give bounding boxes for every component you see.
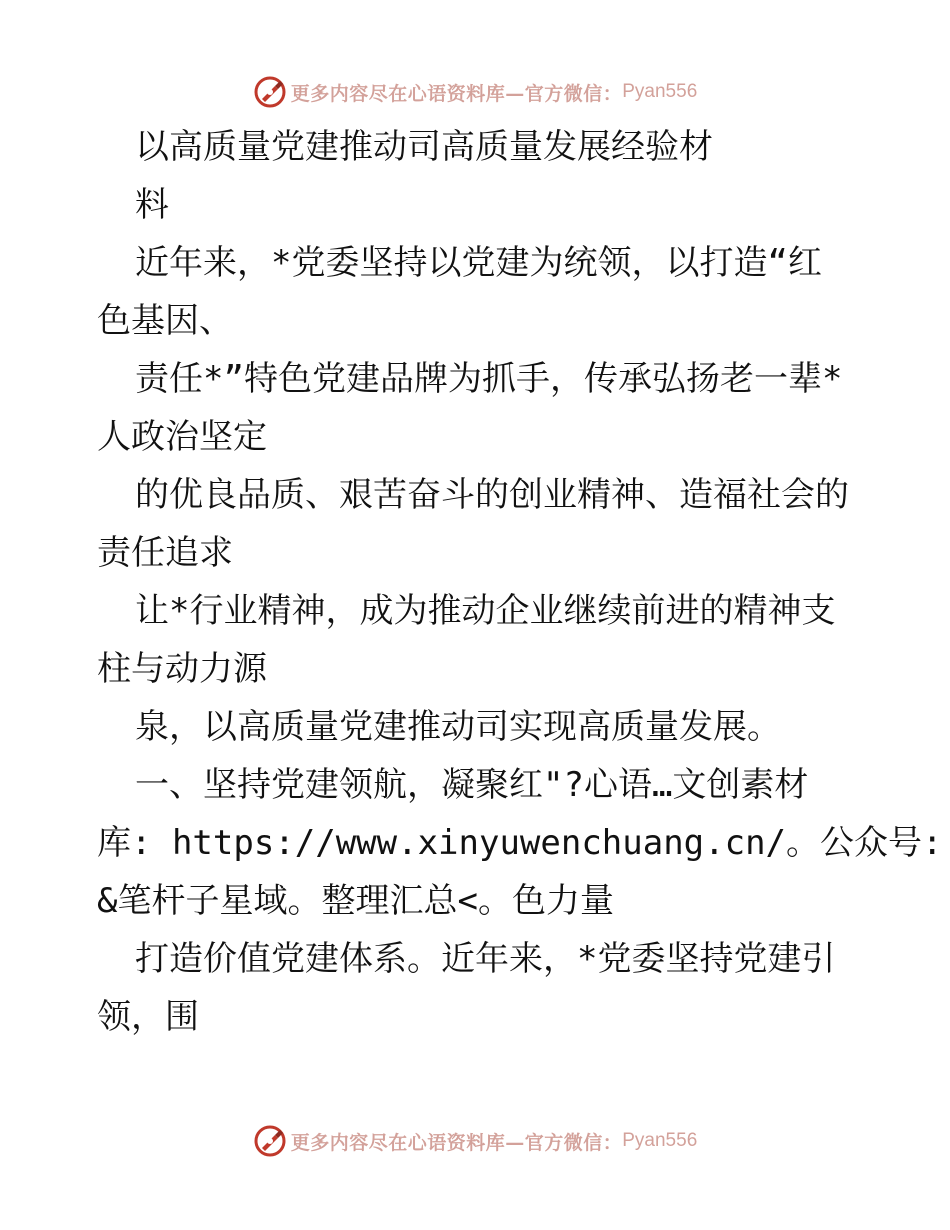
header-banner-text: 更多内容尽在心语资料库—官方微信： xyxy=(290,82,623,105)
doc-line: 人政治坚定 xyxy=(97,417,267,457)
doc-line: 责任追求 xyxy=(97,533,233,573)
doc-line: 打造价值党建体系。近年来，*党委坚持党建引 xyxy=(135,939,836,979)
doc-title-line-2: 料 xyxy=(135,185,169,225)
doc-line: 让*行业精神，成为推动企业继续前进的精神支 xyxy=(135,591,836,631)
doc-line: 的优良品质、艰苦奋斗的创业精神、造福社会的 xyxy=(135,475,849,515)
pen-logo-icon xyxy=(253,1124,287,1158)
doc-line: 柱与动力源 xyxy=(97,649,267,689)
doc-line: &笔杆子星域。整理汇总<。色力量 xyxy=(97,881,614,921)
header-banner-code: Pyan556 xyxy=(622,81,698,102)
doc-line: 库: https://www.xinyuwenchuang.cn/。公众号: xyxy=(97,823,943,863)
footer-watermark-banner xyxy=(0,1121,950,1161)
doc-line: 近年来，*党委坚持以党建为统领，以打造“红 xyxy=(135,243,822,283)
doc-line: 责任*”特色党建品牌为抓手，传承弘扬老一辈* xyxy=(135,359,843,399)
footer-banner-code: Pyan556 xyxy=(622,1130,698,1151)
doc-title-line-1: 以高质量党建推动司高质量发展经验材 xyxy=(135,127,713,167)
doc-line: 色基因、 xyxy=(97,301,233,341)
doc-line: 泉，以高质量党建推动司实现高质量发展。 xyxy=(135,707,781,747)
pen-logo-icon xyxy=(253,75,287,109)
document-body xyxy=(97,118,943,1078)
footer-banner-text: 更多内容尽在心语资料库—官方微信： xyxy=(290,1131,623,1154)
doc-line: 一、坚持党建领航，凝聚红"?心语…文创素材 xyxy=(135,765,809,805)
header-watermark-banner xyxy=(0,72,950,112)
doc-line: 领，围 xyxy=(97,997,199,1037)
